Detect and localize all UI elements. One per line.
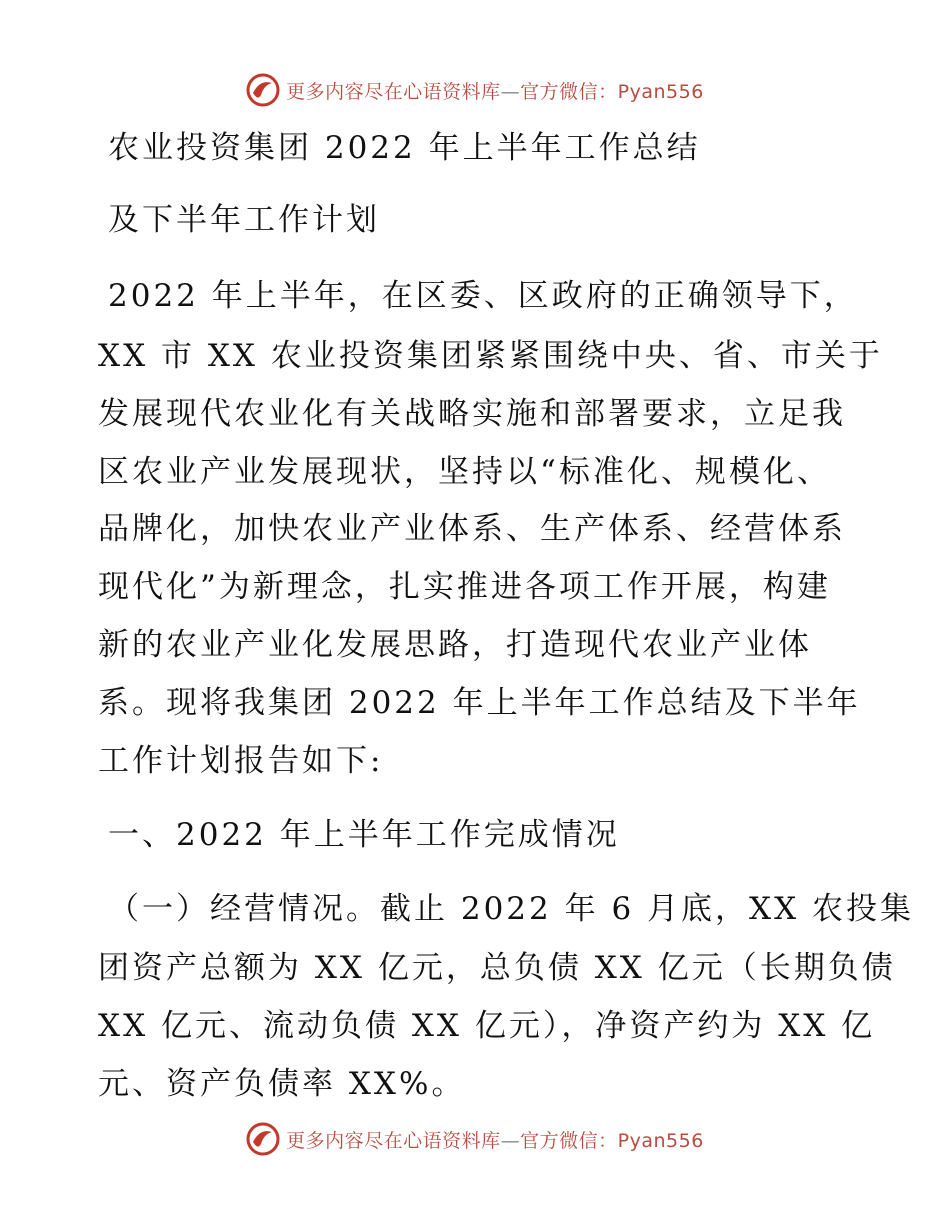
header-watermark <box>0 70 950 110</box>
paragraph-line: XX 市 XX 农业投资集团紧紧围绕中央、省、市关于 <box>98 338 883 374</box>
section-heading: 一、2022 年上半年工作完成情况 <box>108 817 620 853</box>
watermark-separator: — <box>500 1129 521 1152</box>
footer-watermark <box>0 1119 950 1159</box>
watermark-main: 更多内容尽在心语资料库 <box>286 80 501 103</box>
swirl-logo-icon <box>246 73 280 107</box>
paragraph-line: XX 亿元、流动负债 XX 亿元），净资产约为 XX 亿 <box>98 1008 876 1044</box>
watermark-text <box>286 77 704 104</box>
swirl-logo-icon <box>246 1122 280 1156</box>
paragraph-line: 品牌化，加快农业产业体系、生产体系、经营体系 <box>98 511 846 547</box>
document-title-line2: 及下半年工作计划 <box>108 202 380 238</box>
watermark-separator: — <box>500 80 521 103</box>
paragraph-line: 区农业产业发展现状，坚持以“标准化、规模化、 <box>98 454 831 490</box>
watermark-main: 更多内容尽在心语资料库 <box>286 1129 501 1152</box>
paragraph-line: 团资产总额为 XX 亿元，总负债 XX 亿元（长期负债 <box>98 950 896 986</box>
document-title-line1: 农业投资集团 2022 年上半年工作总结 <box>108 130 701 166</box>
paragraph-line: 2022 年上半年，在区委、区政府的正确领导下， <box>108 278 858 314</box>
paragraph-line: 现代化”为新理念，扎实推进各项工作开展，构建 <box>98 569 831 605</box>
watermark-sub: 官方微信：Pyan556 <box>520 1129 704 1152</box>
watermark-text <box>286 1126 704 1153</box>
paragraph-line: 新的农业产业化发展思路，打造现代农业产业体 <box>98 627 812 663</box>
paragraph-line: 发展现代农业化有关战略实施和部署要求，立足我 <box>98 396 846 432</box>
paragraph-line: （一）经营情况。截止 2022 年 6 月底，XX 农投集 <box>108 891 915 927</box>
watermark-sub: 官方微信：Pyan556 <box>520 80 704 103</box>
paragraph-line: 元、资产负债率 XX%。 <box>98 1066 466 1102</box>
paragraph-line: 工作计划报告如下: <box>98 743 384 779</box>
paragraph-line: 系。现将我集团 2022 年上半年工作总结及下半年 <box>98 685 861 721</box>
